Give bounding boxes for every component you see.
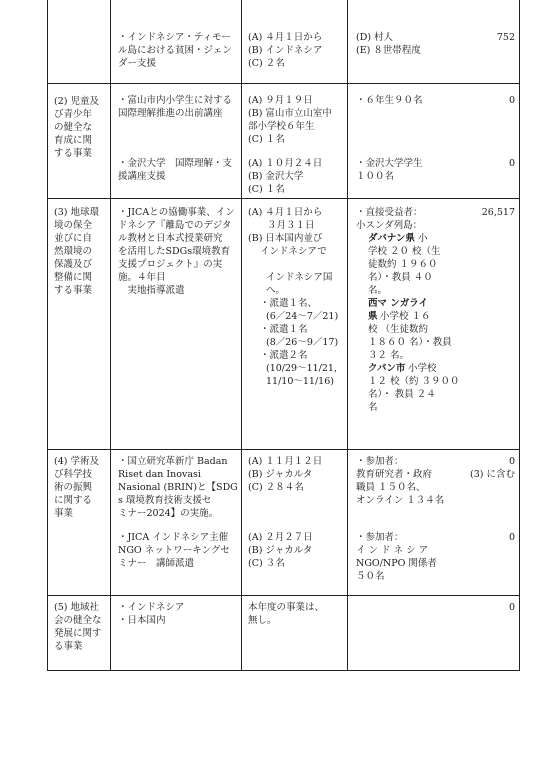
beneficiaries: ３２ 名。	[368, 350, 410, 361]
period-place-staff: 無し。	[248, 615, 277, 626]
region-name: 県	[368, 311, 378, 322]
period-place-staff: ・派遣２名	[260, 350, 308, 361]
activity-description: ・富山市内小学生に対する	[118, 95, 233, 106]
period-place-staff: インドネシアで	[260, 246, 327, 257]
period-place-staff: (B) 日本国内並び	[248, 233, 323, 244]
category-label: 会の健全な	[54, 615, 102, 626]
beneficiaries: ・金沢大学学生	[356, 158, 423, 169]
period-place-staff: (10/29〜11/21,	[266, 363, 337, 374]
activity-description: ・金沢大学 国際理解・支	[118, 158, 233, 169]
column-divider	[347, 0, 348, 671]
activity-description: 援講座支援	[118, 171, 166, 182]
category-label: (2) 児童及	[54, 96, 99, 107]
period-place-staff: ３月３１日	[248, 220, 315, 231]
period-place-staff: (B) ジャカルタ	[248, 545, 313, 556]
beneficiaries: 小学校 １６	[380, 311, 431, 322]
period-place-staff: インドネシア国	[266, 272, 333, 283]
category-label: 育成に関	[54, 135, 93, 146]
row-divider	[47, 83, 520, 84]
period-place-staff: へ。	[266, 285, 286, 296]
activity-description: を活用したSDGs環境教育	[118, 246, 231, 257]
period-place-staff: (A) ９月１９日	[248, 95, 313, 106]
period-place-staff: 部小学校６年生	[248, 121, 315, 132]
row-divider	[47, 595, 520, 596]
activity-description: 支援プロジェクト』の実	[118, 259, 223, 270]
period-place-staff: 11/10〜11/16)	[266, 376, 334, 387]
activity-description: ドネシア『離島でのデジタ	[118, 220, 232, 231]
amount-value: 0	[508, 95, 515, 106]
category-label: 整備に関	[54, 272, 93, 283]
category-label: 術の振興	[54, 482, 93, 493]
beneficiaries: ・直接受益者：	[356, 207, 423, 218]
beneficiaries: １８６０ 名）・教員	[368, 337, 452, 348]
amount-value: 752	[496, 32, 515, 43]
category-label: 然環境の	[54, 246, 93, 257]
period-place-staff: (6／24〜7／21)	[266, 311, 339, 322]
activity-description: s 環境教育技術支援セ	[118, 495, 212, 506]
category-label: (4) 学術及	[54, 456, 99, 467]
period-place-staff: (B) 金沢大学	[248, 171, 304, 182]
amount-value: 0	[508, 602, 515, 613]
period-place-staff: (C) ２名	[248, 58, 285, 69]
beneficiaries: 小スンダ列島：	[356, 220, 423, 231]
period-place-staff: (A) ４月１日から	[248, 207, 323, 218]
activity-description: ・インドネシア	[118, 602, 185, 613]
beneficiaries: 教育研究者・政府	[356, 469, 433, 480]
row-divider	[47, 449, 520, 450]
beneficiaries: イ ン ド ネ シ ア	[356, 545, 429, 556]
beneficiaries: 職員 １５０名、	[356, 482, 426, 493]
period-place-staff: (B) インドネシア	[248, 45, 323, 56]
period-place-staff: (A) １０月２４日	[248, 158, 323, 169]
beneficiaries: 名	[368, 402, 378, 413]
beneficiaries: 小	[418, 233, 428, 244]
category-label: (3) 地球環	[54, 207, 99, 218]
activity-description: 実地指導派遣	[118, 285, 185, 296]
beneficiaries: ・参加者：	[356, 456, 404, 467]
activity-description: Nasional (BRIN)と【SDG	[118, 482, 238, 493]
amount-value: 0	[508, 532, 515, 543]
activity-description: ダー支援	[118, 58, 157, 69]
amount-value: 0	[508, 158, 515, 169]
beneficiaries: １２ 校（約 ３９００	[368, 376, 460, 387]
category-label: の健全な	[54, 122, 93, 133]
category-label: 事業	[54, 508, 74, 519]
category-label: に関する	[54, 495, 93, 506]
beneficiaries: (E) ８世帯程度	[356, 45, 421, 56]
amount-note: (3) に含む	[470, 469, 515, 480]
activity-description: 国際理解推進の出前講座	[118, 108, 223, 119]
activity-description: ・JICAとの協働事業、イン	[118, 207, 235, 218]
category-label: 保護及び	[54, 259, 93, 270]
activity-description: ・日本国内	[118, 615, 166, 626]
region-name: 西マ ンガライ	[368, 298, 429, 309]
category-label: び科学技	[54, 469, 93, 480]
period-place-staff: (C) ３名	[248, 558, 285, 569]
beneficiaries: 名）・教員 ４０	[368, 272, 433, 283]
category-label: び青少年	[54, 109, 93, 120]
activity-description: Riset dan Inovasi	[118, 469, 201, 480]
row-divider	[47, 198, 520, 199]
category-label: 発展に関す	[54, 628, 102, 639]
category-label: する事業	[54, 148, 93, 159]
activity-description: ・国立研究革新庁 Badan	[118, 456, 228, 467]
column-divider	[241, 0, 242, 671]
activity-description: NGO ネットワーキングセ	[118, 545, 230, 556]
amount-value: 26,517	[481, 207, 515, 218]
activity-description: ル島における貧困・ジェン	[118, 45, 232, 56]
activity-description: ル教材と日本式授業研究	[118, 233, 223, 244]
beneficiaries: ５０名	[356, 571, 385, 582]
period-place-staff: ・派遣１名	[260, 324, 308, 335]
beneficiaries: (D) 村人	[356, 32, 394, 43]
amount-value: 0	[508, 456, 515, 467]
period-place-staff: 本年度の事業は、	[248, 602, 325, 613]
period-place-staff: (A) １１月１２日	[248, 456, 323, 467]
column-divider	[47, 0, 48, 671]
beneficiaries: オンライン １３４名	[356, 495, 445, 506]
period-place-staff: (C) ２８４名	[248, 482, 304, 493]
beneficiaries: ・参加者：	[356, 532, 404, 543]
category-label: 並びに自	[54, 233, 93, 244]
beneficiaries: 徒数約 １９６０	[368, 259, 438, 270]
region-name: ダバナン県	[368, 233, 415, 244]
activity-description: ・JICA インドネシア主催	[118, 532, 229, 543]
period-place-staff: ・派遣１名、	[260, 298, 318, 309]
category-label: する事業	[54, 285, 93, 296]
table-bottom-border	[47, 670, 520, 671]
period-place-staff: (C) １名	[248, 134, 285, 145]
activity-description: 施。４年目	[118, 272, 166, 283]
column-divider	[110, 0, 111, 671]
period-place-staff: (B) 富山市立山室中	[248, 108, 332, 119]
period-place-staff: (8／26〜9／17)	[266, 337, 339, 348]
beneficiaries: 小学校	[408, 363, 437, 374]
beneficiaries: 学校 ２０ 校（生	[368, 246, 441, 257]
period-place-staff: (C) １名	[248, 184, 285, 195]
period-place-staff: (A) ２月２７日	[248, 532, 313, 543]
period-place-staff: (A) ４月１日から	[248, 32, 323, 43]
category-label: る事業	[54, 641, 83, 652]
region-name: クパン市	[368, 363, 406, 374]
beneficiaries: 名。	[368, 285, 388, 296]
activity-description: ミナー 講師派遣	[118, 558, 195, 569]
period-place-staff: (B) ジャカルタ	[248, 469, 313, 480]
activity-description: ・インドネシア・ティモー	[118, 32, 231, 43]
category-label: 境の保全	[54, 220, 93, 231]
activity-description: ミナー2024】の実施。	[118, 508, 219, 519]
beneficiaries: NGO/NPO 関係者	[356, 558, 437, 569]
beneficiaries: １００名	[356, 171, 395, 182]
column-divider	[519, 0, 520, 671]
beneficiaries: 校 （生徒数約	[368, 324, 429, 335]
category-label: (5) 地域社	[54, 602, 99, 613]
beneficiaries: 名）・ 教員 ２４	[368, 389, 436, 400]
beneficiaries: ・６年生９０名	[356, 95, 423, 106]
